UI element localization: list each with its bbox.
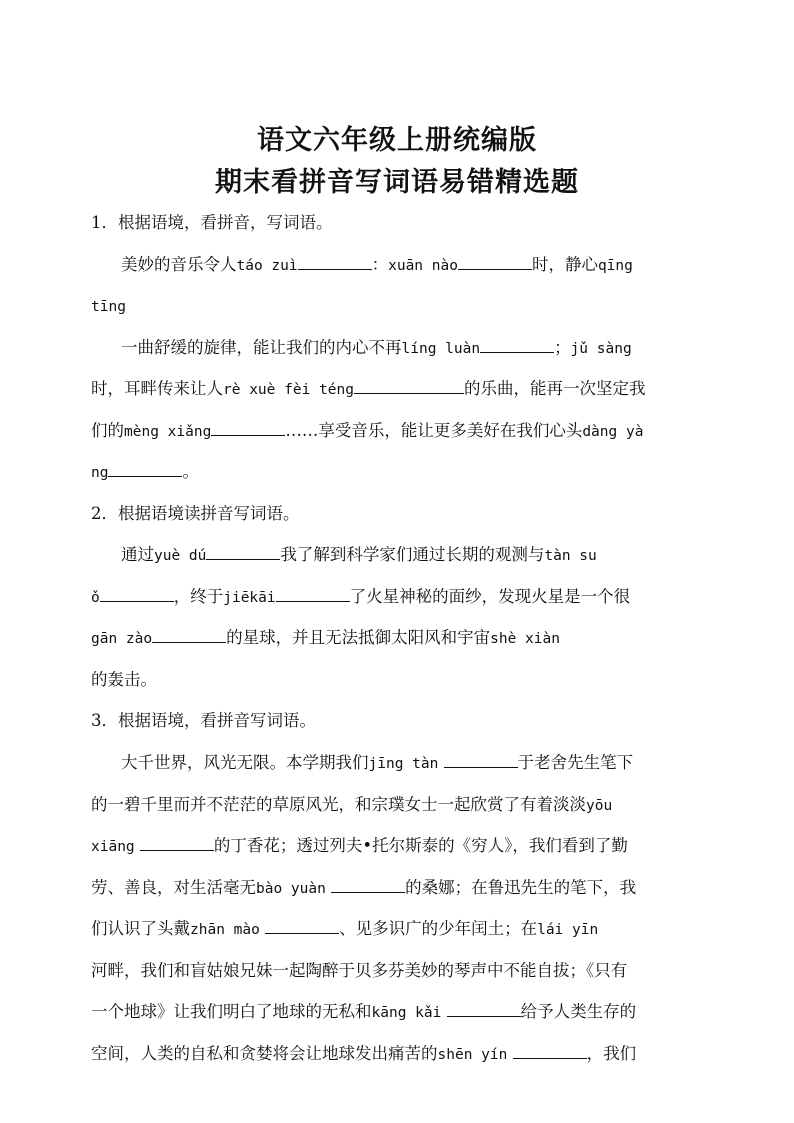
text: 的丁香花；透过列夫•托尔斯泰的《穷人》，我们看到了勤: [213, 836, 628, 855]
pinyin: lái yīn: [537, 922, 599, 938]
pinyin: tàn su: [544, 548, 597, 564]
text: 我了解到科学家们通过长期的观测与: [280, 545, 545, 564]
q3-line-4: [91, 877, 636, 900]
answer-blank[interactable]: [140, 835, 214, 851]
answer-blank[interactable]: [458, 254, 532, 270]
answer-blank[interactable]: [108, 461, 182, 477]
answer-blank[interactable]: [354, 378, 464, 394]
q1-line-5: [91, 420, 643, 443]
text: 们认识了头戴: [91, 919, 190, 938]
answer-blank[interactable]: [211, 420, 285, 436]
pinyin: xuān nào: [388, 258, 458, 274]
pinyin: jiēkāi: [223, 590, 276, 606]
answer-blank[interactable]: [444, 752, 518, 768]
text: 时，耳畔传来让人: [91, 379, 223, 398]
answer-blank[interactable]: [152, 627, 226, 643]
title-line-2: 期末看拼音写词语易错精选题: [215, 167, 579, 198]
pinyin: dàng yà: [582, 424, 644, 440]
text: 。: [182, 462, 199, 481]
answer-blank[interactable]: [265, 918, 339, 934]
answer-blank[interactable]: [513, 1043, 587, 1059]
pinyin: bào yuàn: [256, 881, 326, 897]
pinyin: líng luàn: [401, 341, 481, 357]
q1-line-3: [121, 337, 632, 360]
answer-blank[interactable]: [276, 586, 350, 602]
text: 、见多识广的少年闰土；在: [339, 919, 538, 938]
text: 的一碧千里而并不茫茫的草原风光，和宗璞女士一起欣赏了有着淡淡: [91, 795, 586, 814]
q1-line-6: [91, 461, 199, 484]
q3-heading: 3．根据语境，看拼音写词语。: [91, 711, 316, 730]
text: ……享受音乐，能让更多美好在我们心头: [285, 421, 583, 440]
text: 劳、善良，对生活毫无: [91, 878, 256, 897]
pinyin: zhān mào: [190, 922, 260, 938]
q3-line-2: [91, 794, 612, 817]
q3-line-5: [91, 918, 598, 941]
q3-line-6: 河畔，我们和盲姑娘兄妹一起陶醉于贝多芬美妙的琴声中不能自拔；《只有: [91, 961, 628, 980]
answer-blank[interactable]: [206, 544, 280, 560]
pinyin: rè xuè fèi téng: [223, 382, 354, 398]
text: ，终于: [173, 587, 224, 606]
pinyin: ǒ: [91, 590, 100, 606]
text: 了火星神秘的面纱，发现火星是一个很: [349, 587, 631, 606]
text: 一曲舒缓的旋律，能让我们的内心不再: [121, 338, 402, 357]
pinyin: kāng kǎi: [371, 1005, 442, 1021]
q2-line-1: [121, 544, 597, 567]
answer-blank[interactable]: [331, 877, 405, 893]
text: 的乐曲，能再一次坚定我: [463, 379, 646, 398]
text: 一个地球》让我们明白了地球的无私和: [91, 1002, 372, 1021]
pinyin: xiāng: [91, 839, 135, 855]
q2-line-2: [91, 586, 630, 609]
q3-line-8: [91, 1043, 636, 1066]
text: 大千世界，风光无限。本学期我们: [121, 753, 369, 772]
text: 的星球，并且无法抵御太阳风和宇宙: [226, 628, 491, 647]
text: 的桑娜；在鲁迅先生的笔下，我: [405, 878, 637, 897]
pinyin: táo zuì: [236, 258, 298, 274]
q2-line-4: 的轰击。: [91, 670, 157, 689]
q3-line-7: [91, 1001, 636, 1024]
q1-line-1: [121, 254, 633, 277]
text: ：: [371, 255, 389, 274]
q1-line-4: [91, 378, 645, 401]
answer-blank[interactable]: [480, 337, 554, 353]
pinyin: gān zào: [91, 631, 153, 647]
pinyin: shēn yín: [437, 1047, 508, 1063]
text: 于老舍先生笔下: [517, 753, 634, 772]
text: 空间，人类的自私和贪婪将会让地球发出痛苦的: [91, 1044, 438, 1063]
answer-blank[interactable]: [298, 254, 372, 270]
pinyin: yuè dú: [154, 548, 207, 564]
q1-heading: 1．根据语境，看拼音，写词语。: [91, 213, 333, 232]
pinyin: shè xiàn: [490, 631, 560, 647]
text: 美妙的音乐令人: [121, 255, 237, 274]
q2-line-3: [91, 627, 560, 650]
text: 时，静心: [531, 255, 598, 274]
q3-line-3: [91, 835, 628, 858]
pinyin: tīng: [91, 299, 126, 315]
text: 通过: [121, 545, 154, 564]
pinyin: qīng: [597, 258, 633, 274]
q3-line-1: [121, 752, 633, 775]
pinyin: jǔ sàng: [570, 341, 632, 357]
pinyin: yōu: [586, 798, 613, 814]
text: 们的: [91, 421, 124, 440]
answer-blank[interactable]: [100, 586, 174, 602]
text: 给予人类生存的: [520, 1002, 637, 1021]
pinyin: mèng xiǎng: [124, 424, 212, 440]
answer-blank[interactable]: [447, 1001, 521, 1017]
text: ；: [554, 338, 571, 357]
pinyin: jīng tàn: [368, 756, 439, 772]
pinyin: ng: [91, 465, 109, 481]
text: ，我们: [586, 1044, 637, 1063]
q1-line-2: [91, 295, 126, 318]
title-line-1: 语文六年级上册统编版: [257, 125, 537, 156]
q2-heading: 2．根据语境读拼音写词语。: [91, 504, 300, 523]
